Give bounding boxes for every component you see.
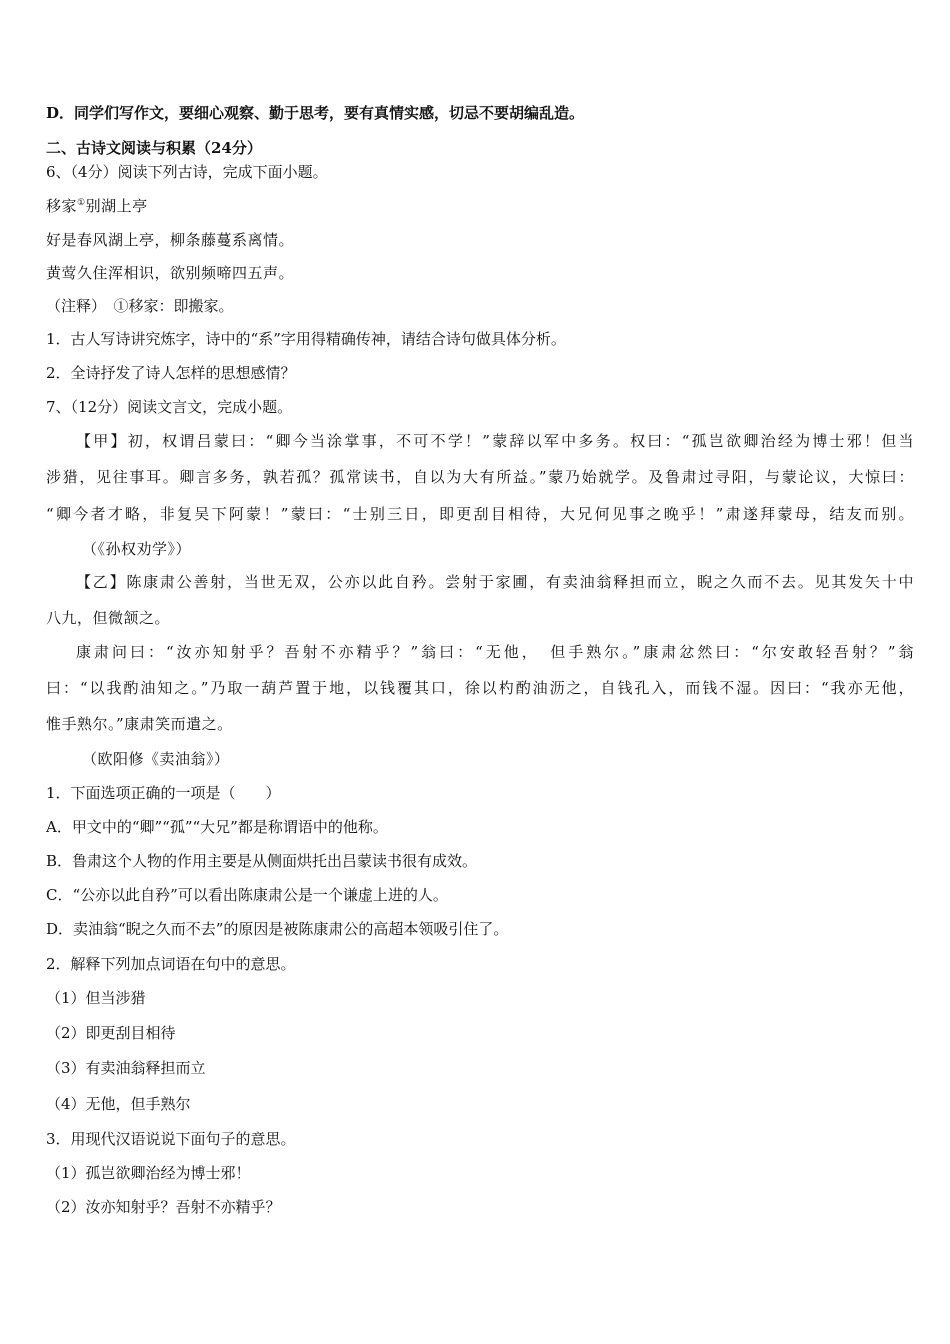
- poem-annotation: （注释） ①移家：即搬家。: [46, 297, 234, 315]
- question-7-prompt: 7、（12分）阅读文言文，完成小题。: [46, 398, 293, 416]
- poem-line-1: 好是春风湖上亭，柳条藤蔓系离情。: [46, 231, 295, 249]
- question-7-3: 3．用现代汉语说说下面句子的意思。: [46, 1130, 296, 1148]
- passage-yi-line-3: 康肃问曰：“汝亦知射乎？吾射不亦精乎？”翁曰：“无他， 但手熟尔。”康肃忿然曰：“尔安敢轻吾射？”翁: [76, 643, 914, 661]
- passage-jia-line-3: “卿今者才略，非复吴下阿蒙！”蒙曰：“士别三日，即更刮目相待，大兄何见事之晚乎！”肃遂拜蒙母，结友而别。: [46, 505, 914, 523]
- passage-yi-line-2: 八九，但微颔之。: [46, 609, 171, 627]
- section-heading: 二、古诗文阅读与积累（24分）: [46, 139, 262, 157]
- question-6-1: 1．古人写诗讲究炼字，诗中的“系”字用得精确传神，请结合诗句做具体分析。: [46, 330, 566, 348]
- question-7-2-item-4: （4）无他，但手熟尔: [46, 1095, 191, 1113]
- question-7-1: 1．下面选项正确的一项是（ ）: [46, 784, 281, 802]
- question-7-3-item-1: （1）孤岂欲卿治经为博士邪！: [46, 1164, 251, 1182]
- passage-jia-source: （《孙权劝学》）: [82, 540, 192, 558]
- poem-line-2: 黄莺久住浑相识，欲别频啼四五声。: [46, 264, 295, 282]
- passage-yi-line-5: 惟手熟尔。”康肃笑而遣之。: [46, 715, 233, 733]
- question-7-1-option-b: B．鲁肃这个人物的作用主要是从侧面烘托出吕蒙读书很有成效。: [46, 852, 478, 870]
- question-7-1-option-c: C．“公亦以此自矜”可以看出陈康肃公是一个谦虚上进的人。: [46, 886, 448, 904]
- poem-title: 移家①别湖上亭: [46, 197, 148, 215]
- passage-yi-line-4: 曰：“以我酌油知之。”乃取一葫芦置于地，以钱覆其口，徐以杓酌油沥之，自钱孔入，而钱不湿。因曰：“我亦无他，: [46, 679, 914, 697]
- question-7-1-option-a: A．甲文中的“卿”“孤”“大兄”都是称谓语中的他称。: [46, 818, 388, 836]
- question-6-2: 2．全诗抒发了诗人怎样的思想感情？: [46, 364, 296, 382]
- question-7-2-item-2: （2）即更刮目相待: [46, 1024, 176, 1042]
- question-7-2: 2．解释下列加点词语在句中的意思。: [46, 955, 296, 973]
- passage-yi-source: （欧阳修《卖油翁》）: [82, 750, 230, 768]
- passage-yi-line-1: 【乙】陈康肃公善射，当世无双，公亦以此自矜。尝射于家圃，有卖油翁释担而立，睨之久而不去。见其发矢十中: [76, 573, 914, 591]
- question-7-2-item-1: （1）但当涉猎: [46, 989, 146, 1007]
- passage-jia-line-2: 涉猎，见往事耳。卿言多务，孰若孤？孤常读书，自以为大有所益。”蒙乃始就学。及鲁肃过寻阳，与蒙论议，大惊曰：: [46, 468, 914, 486]
- question-7-2-item-3: （3）有卖油翁释担而立: [46, 1059, 206, 1077]
- question-6-prompt: 6、（4分）阅读下列古诗，完成下面小题。: [46, 163, 328, 181]
- question-5-option-d: D．同学们写作文，要细心观察、勤于思考，要有真情实感，切忌不要胡编乱造。: [46, 104, 585, 122]
- question-7-1-option-d: D．卖油翁“睨之久而不去”的原因是被陈康肃公的高超本领吸引住了。: [46, 920, 509, 938]
- question-7-3-item-2: （2）汝亦知射乎？吾射不亦精乎？: [46, 1198, 281, 1216]
- passage-jia-line-1: 【甲】初，权谓吕蒙曰：“卿今当涂掌事，不可不学！”蒙辞以军中多务。权曰：“孤岂欲卿治经为博士邪！但当: [76, 432, 914, 450]
